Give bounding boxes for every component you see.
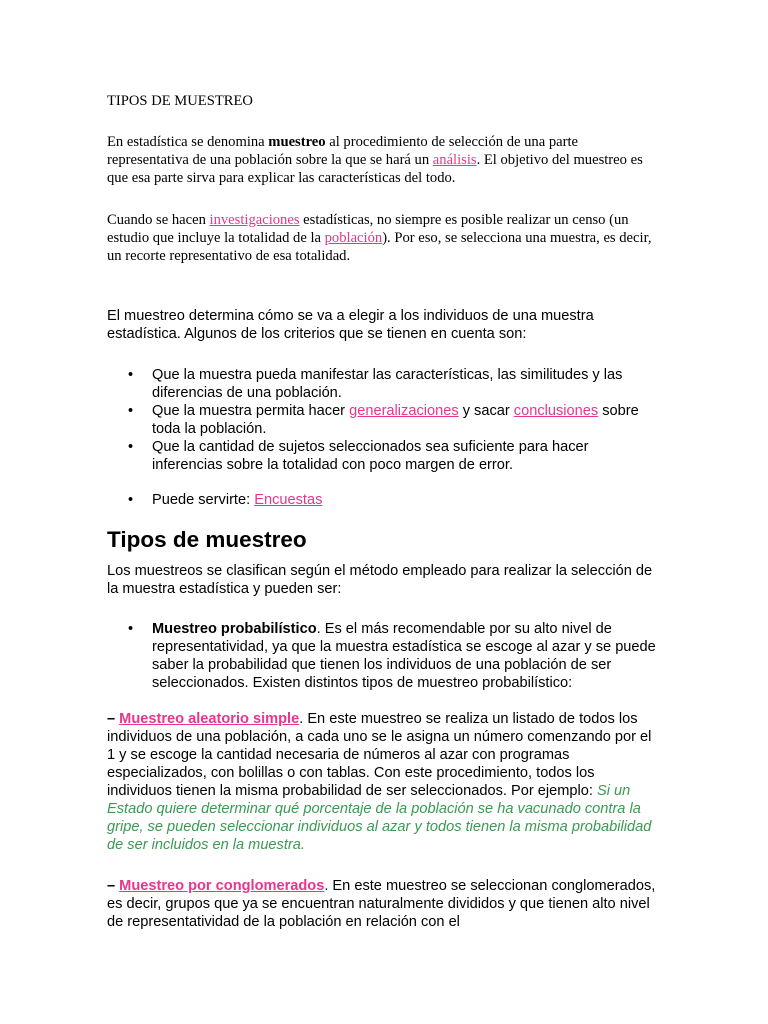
list-item-text: Que la cantidad de sujetos seleccionados sea suficiente para hacer inferencias sobre la totalidad con poco margen de error. bbox=[152, 439, 589, 473]
text-span: En estadística se denomina bbox=[107, 134, 269, 150]
link-generalizaciones[interactable]: generalizaciones bbox=[349, 403, 459, 419]
bold-term-muestreo: muestreo bbox=[268, 134, 326, 150]
related-list bbox=[107, 491, 662, 509]
dash: – bbox=[107, 878, 120, 894]
list-item bbox=[107, 491, 662, 509]
text-span: al procedimiento de selección de una parte representativa de una población sobre la que se hará un bbox=[107, 134, 579, 168]
example-text: Si un Estado quiere determinar qué porcentaje de la población se ha vacunado contra la gripe, se pueden seleccionar individuos al azar y todos tienen la misma probabilidad de ser incluidos en la muestra. bbox=[107, 783, 652, 853]
link-poblacion[interactable]: población bbox=[324, 230, 383, 246]
bold-term-probabilistico: Muestreo probabilístico bbox=[152, 621, 317, 637]
paragraph-classification: Los muestreos se clasifican según el método empleado para realizar la selección de la muestra estadística y pueden ser: bbox=[107, 563, 653, 597]
link-muestreo-por-conglomerados[interactable]: Muestreo por conglomerados bbox=[119, 878, 325, 894]
link-conclusiones[interactable]: conclusiones bbox=[513, 403, 599, 419]
link-encuestas[interactable]: Encuestas bbox=[254, 492, 323, 508]
section-heading: Tipos de muestreo bbox=[107, 527, 307, 552]
list-item bbox=[107, 438, 662, 474]
types-list bbox=[107, 620, 662, 692]
link-investigaciones[interactable]: investigaciones bbox=[209, 212, 300, 228]
list-item bbox=[107, 366, 662, 402]
text-span: estadísticas, no siempre es posible realizar un censo (un estudio que incluye la totalidad de la bbox=[107, 212, 629, 246]
text-span: . El objetivo del muestreo es que esa parte sirva para explicar las características del todo. bbox=[107, 152, 643, 186]
criteria-list bbox=[107, 366, 662, 474]
text-span: . Es el más recomendable por su alto nivel de representatividad, ya que la muestra estadística se escoge al azar y se puede saber la probabilidad que tienen los individuos de una población de ser seleccionados. Existen distintos tipos de muestreo probabilístico: bbox=[152, 621, 656, 691]
dash: – bbox=[107, 711, 120, 727]
list-item-text: Que la muestra pueda manifestar las características, las similitudes y las diferencias de una población. bbox=[152, 367, 623, 401]
link-analisis[interactable]: análisis bbox=[432, 152, 477, 168]
paragraph-cluster bbox=[107, 877, 662, 931]
list-item bbox=[107, 620, 662, 692]
paragraph-definition bbox=[107, 133, 662, 187]
text-span: . En este muestreo se seleccionan conglomerados, es decir, grupos que ya se encuentran naturalmente divididos y que tienen alto nivel de representatividad de la población en relación con el bbox=[107, 878, 656, 930]
text-span: sobre toda la población. bbox=[152, 403, 639, 437]
paragraph-criteria-intro: El muestreo determina cómo se va a elegir a los individuos de una muestra estadística. Algunos de los criterios que se tienen en cuenta son: bbox=[107, 308, 594, 342]
document-title: TIPOS DE MUESTREO bbox=[107, 93, 253, 109]
list-item bbox=[107, 402, 662, 438]
text-span: Cuando se hacen bbox=[107, 212, 210, 228]
related-label: Puede servirte: bbox=[152, 492, 255, 508]
paragraph-investigations bbox=[107, 211, 662, 265]
text-span: ). Por eso, se selecciona una muestra, es decir, un recorte representativo de esa totalidad. bbox=[107, 230, 652, 264]
text-span: Que la muestra permita hacer bbox=[152, 403, 350, 419]
link-muestreo-aleatorio-simple[interactable]: Muestreo aleatorio simple bbox=[119, 711, 300, 727]
text-span: . En este muestreo se realiza un listado de todos los individuos de una población, a cada uno se le asigna un número comenzando por el 1 y se escoge la cantidad necesaria de números al azar con programas especializados, con bolillas o con tablas. Con este procedimiento, todos los individuos tienen la misma probabilidad de ser seleccionados. Por ejemplo: bbox=[107, 711, 652, 799]
paragraph-simple-random bbox=[107, 710, 662, 854]
text-span: y sacar bbox=[458, 403, 514, 419]
